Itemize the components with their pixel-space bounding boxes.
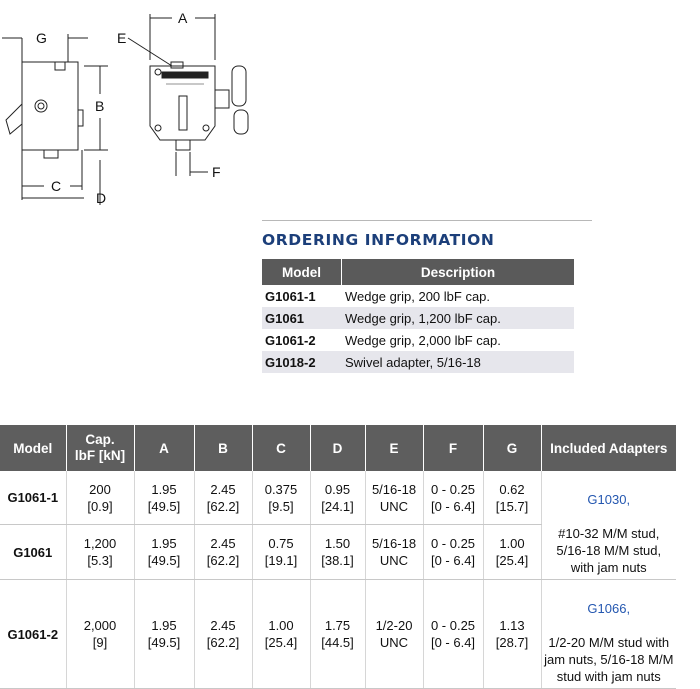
spec-header-g: G (483, 425, 541, 471)
spec-c: 0.75 [19.1] (252, 525, 310, 580)
spec-e: 5/16-18 UNC (365, 525, 423, 580)
lever-upper (232, 66, 246, 106)
ordering-row (262, 307, 574, 329)
ordering-description: Wedge grip, 2,000 lbF cap. (345, 332, 501, 348)
spec-g: 1.13 [28.7] (483, 580, 541, 689)
side-view-body (22, 62, 78, 150)
adapter-link-g1030[interactable]: G1030, (587, 492, 631, 507)
side-view-handle (6, 104, 22, 134)
spec-header-e: E (365, 425, 423, 471)
spec-model: G1061-1 (0, 471, 66, 525)
ordering-header-description: Description (342, 259, 574, 285)
side-view-nub (78, 110, 83, 126)
spec-e: 5/16-18 UNC (365, 471, 423, 525)
ordering-title: ORDERING INFORMATION (262, 231, 495, 249)
ordering-description: Swivel adapter, 5/16-18 (342, 351, 574, 373)
adapter-link-g1066[interactable]: G1066, (587, 601, 631, 616)
spec-a: 1.95 [49.5] (134, 525, 194, 580)
spec-header-row (0, 425, 676, 471)
ordering-header-model: Model (262, 259, 342, 285)
spec-adapters (541, 471, 676, 580)
ordering-description: Wedge grip, 200 lbF cap. (345, 288, 491, 304)
ordering-information (262, 220, 592, 373)
spec-capacity: 200 [0.9] (66, 471, 134, 525)
dim-label-e: E (117, 30, 127, 46)
spec-f: 0 - 0.25 [0 - 6.4] (423, 525, 483, 580)
spec-f: 0 - 0.25 [0 - 6.4] (423, 580, 483, 689)
spec-b: 2.45 [62.2] (194, 525, 252, 580)
lever-hub (215, 90, 229, 108)
adapter-description: 1/2-20 M/M stud with jam nuts, 5/16-18 M/M stud with jam nuts (544, 635, 674, 684)
ordering-header-row (262, 259, 574, 285)
spec-header-model: Model (0, 425, 66, 471)
ordering-model: G1061 (262, 307, 342, 329)
spec-d: 1.50 [38.1] (310, 525, 365, 580)
spec-header-d: D (310, 425, 365, 471)
front-view-jaw (176, 140, 190, 150)
spec-d: 0.95 [24.1] (310, 471, 365, 525)
spec-header-f: F (423, 425, 483, 471)
ordering-description: Wedge grip, 1,200 lbF cap. (342, 307, 574, 329)
spec-b: 2.45 [62.2] (194, 580, 252, 689)
specifications-table (0, 425, 676, 689)
spec-row (0, 471, 676, 525)
dim-label-f: F (212, 164, 221, 180)
spec-header-adapters: Included Adapters (541, 425, 676, 471)
spec-c: 1.00 [25.4] (252, 580, 310, 689)
grip-dimension-drawing (0, 0, 290, 210)
dim-label-a: A (178, 10, 188, 26)
dim-label-d: D (96, 190, 107, 206)
spec-e: 1/2-20 UNC (365, 580, 423, 689)
spec-header-c: C (252, 425, 310, 471)
spec-g: 1.00 [25.4] (483, 525, 541, 580)
spec-capacity: 1,200 [5.3] (66, 525, 134, 580)
spec-model: G1061-2 (0, 580, 66, 689)
spec-header-b: B (194, 425, 252, 471)
ordering-table (262, 259, 574, 373)
ordering-model: G1061-2 (265, 332, 316, 348)
spec-f: 0 - 0.25 [0 - 6.4] (423, 471, 483, 525)
dim-label-g: G (36, 30, 47, 46)
ordering-model: G1018-2 (262, 351, 342, 373)
dim-label-b: B (95, 98, 105, 114)
dim-label-c: C (51, 178, 62, 194)
spec-capacity: 2,000 [9] (66, 580, 134, 689)
spec-a: 1.95 [49.5] (134, 580, 194, 689)
front-view-label-plate (162, 72, 208, 78)
spec-row (0, 580, 676, 689)
ordering-row (262, 285, 574, 307)
spec-b: 2.45 [62.2] (194, 471, 252, 525)
adapter-description: #10-32 M/M stud, 5/16-18 M/M stud, with jam nuts (556, 526, 662, 575)
spec-a: 1.95 [49.5] (134, 471, 194, 525)
side-view-jaw (44, 150, 58, 158)
ordering-row (262, 329, 574, 351)
ordering-model: G1061-1 (265, 288, 316, 304)
spec-c: 0.375 [9.5] (252, 471, 310, 525)
spec-header-capacity: Cap. lbF [kN] (66, 425, 134, 471)
spec-adapters (541, 580, 676, 689)
spec-g: 0.62 [15.7] (483, 471, 541, 525)
ordering-row (262, 351, 574, 373)
spec-header-a: A (134, 425, 194, 471)
spec-d: 1.75 [44.5] (310, 580, 365, 689)
lever-lower (234, 110, 248, 134)
ordering-divider (262, 220, 592, 221)
spec-model: G1061 (0, 525, 66, 580)
